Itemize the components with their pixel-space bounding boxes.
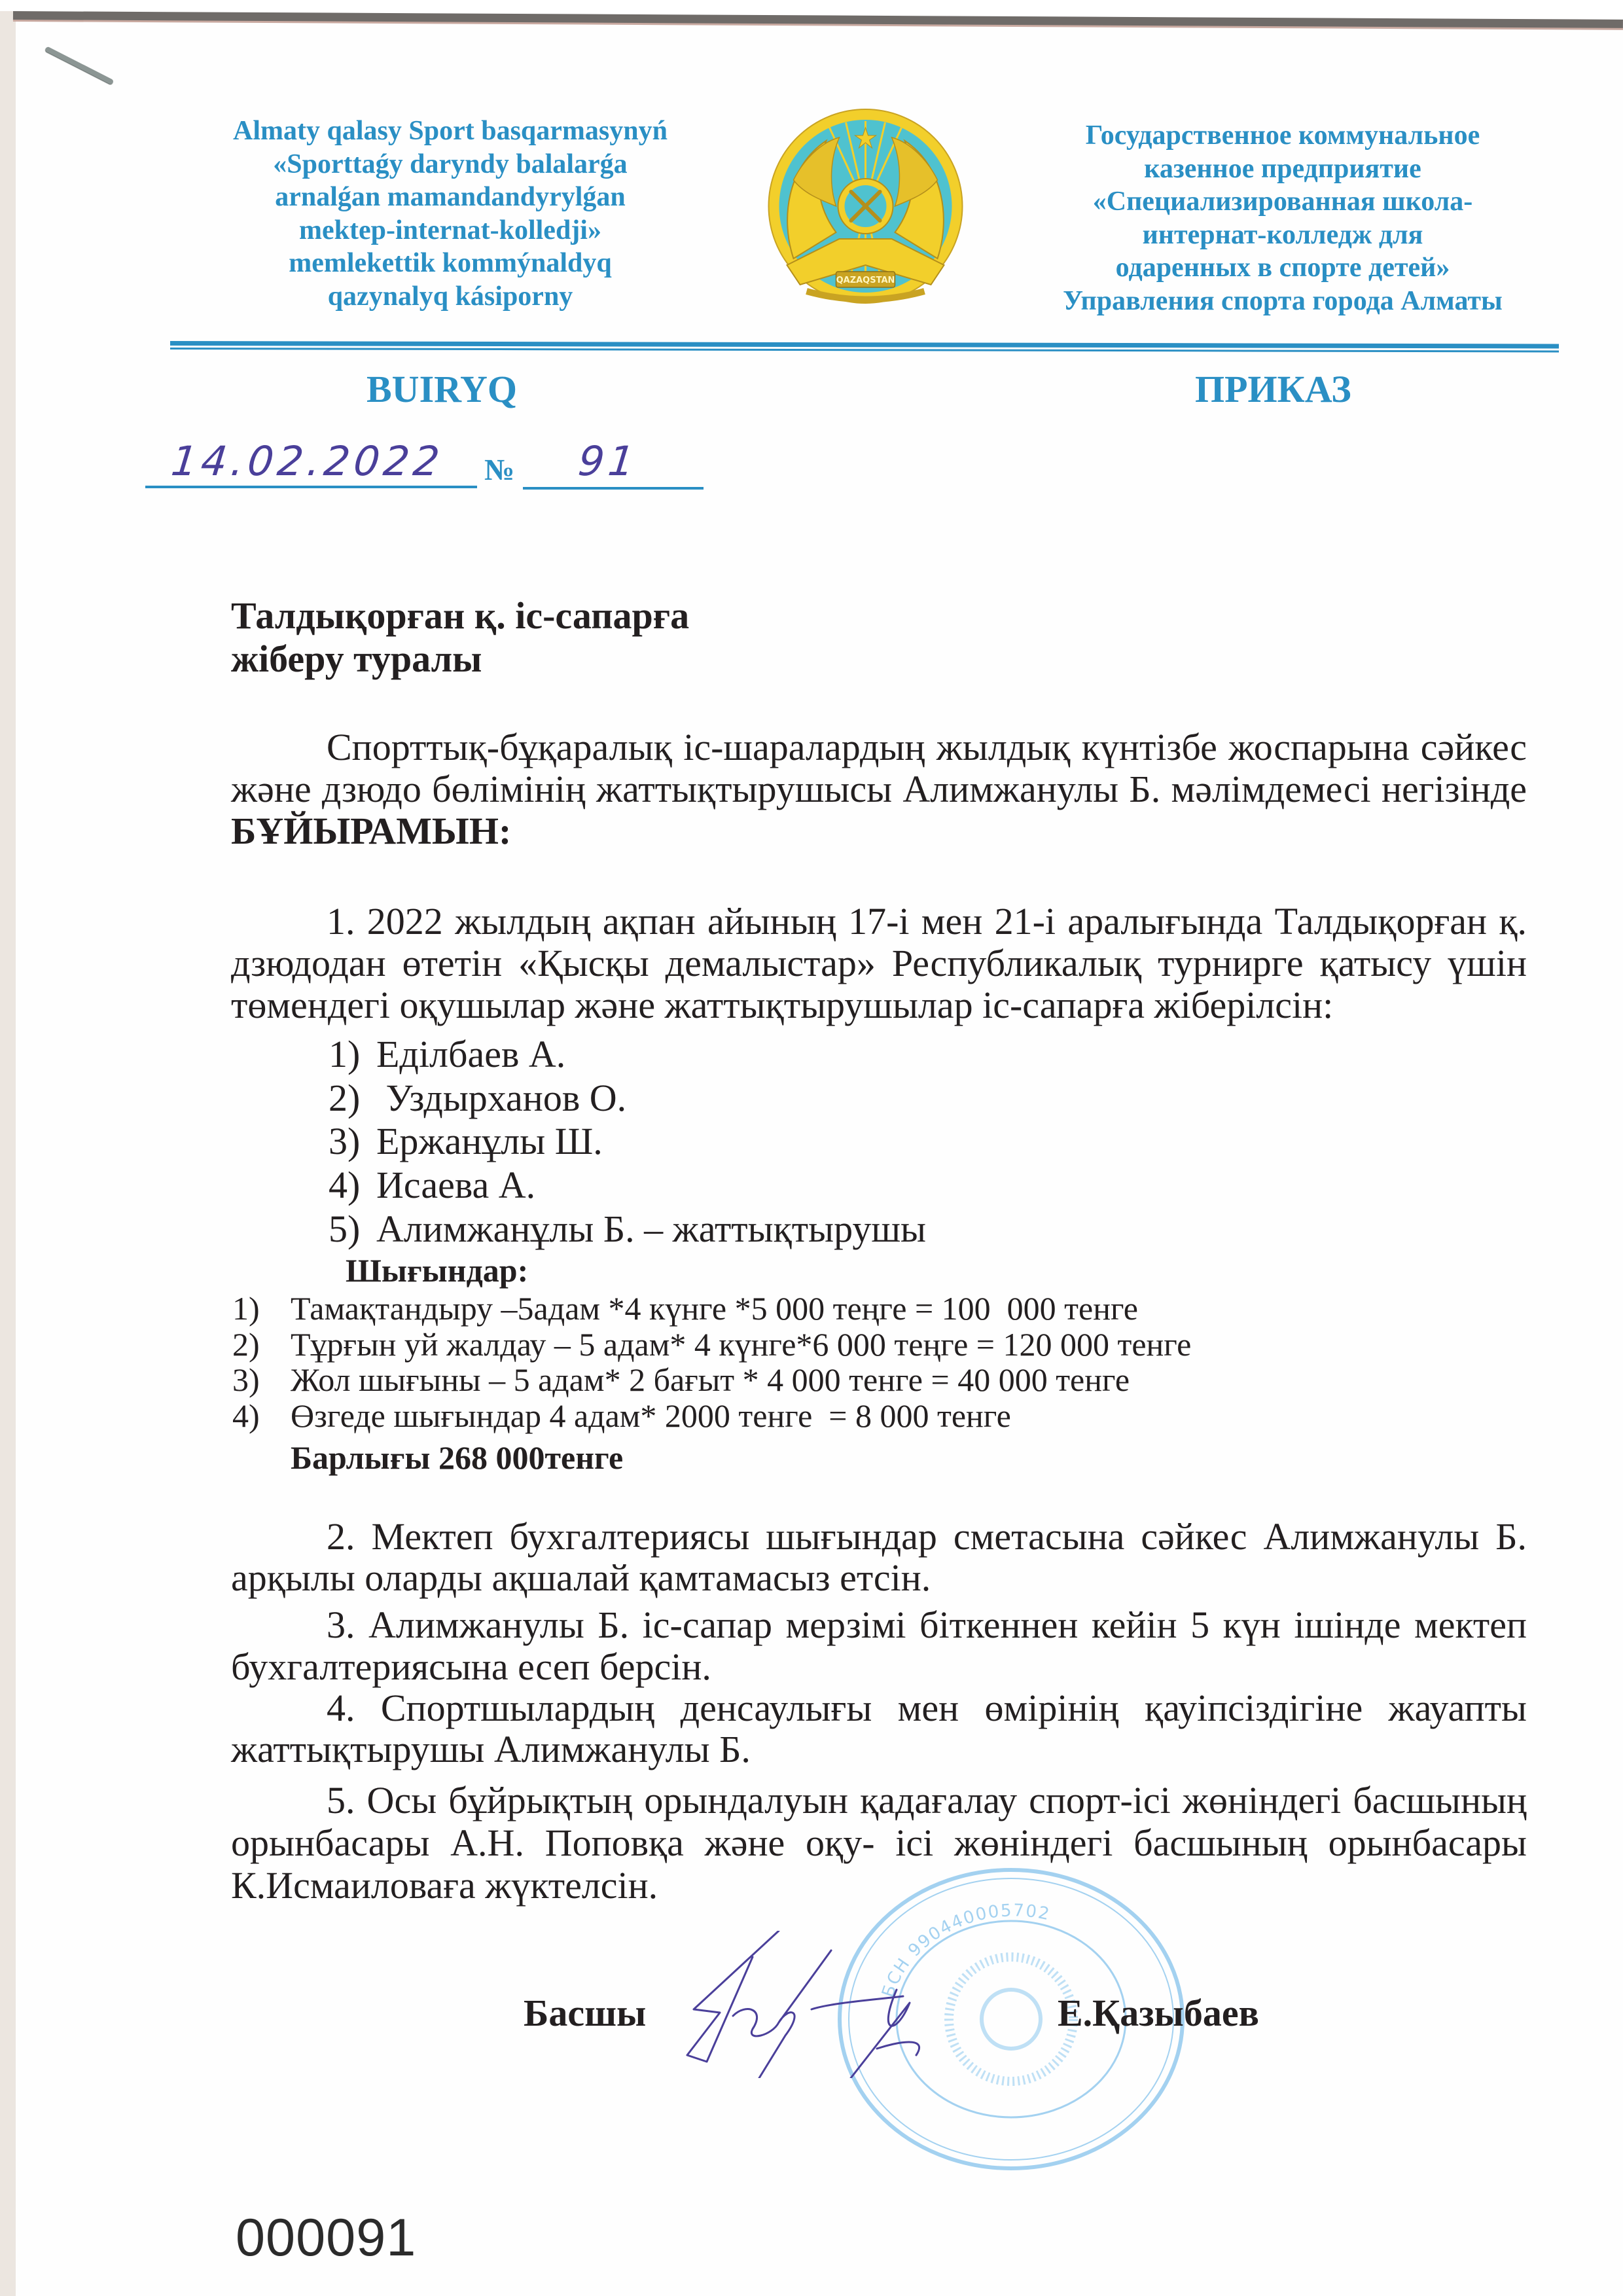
expense-row [232, 1327, 1191, 1363]
date-underline [145, 486, 477, 488]
header-ru-line: «Специализированная школа- [1092, 187, 1473, 217]
order-item-1: 1. 2022 жылдың ақпан айының 17-і мен 21-і аралығында Талдықорған қ. дзюдодан өтетін «Қысқы демалыстар» Республикалық турнирге қатысу үшін төмендегі оқушылар және жаттықтырушылар іс-сапарға жіберілсін: [231, 900, 1527, 1026]
order-item-3: 3. Алимжанулы Б. іс-сапар мерзімі біткеннен кейін 5 күн ішінде мектеп бухгалтериясына есеп берсін. [231, 1604, 1527, 1688]
signatory-name: Е.Қазыбаев [1058, 1992, 1259, 2034]
expense-text: Өзгеде шығындар 4 адам* 2000 тенге = 8 000 тенге [291, 1397, 1011, 1434]
participant-number: 2) [329, 1076, 361, 1119]
expenses-heading: Шығындар: [346, 1252, 529, 1289]
expense-number: 3) [232, 1361, 260, 1398]
header-kz-line: mektep-internat-kolledji» [299, 215, 601, 245]
header-ru-line: одаренных в спорте детей» [1115, 253, 1450, 283]
order-command: БҰЙЫРАМЫН: [231, 810, 512, 852]
header-org-name-ru [1021, 119, 1544, 317]
order-item-5: 5. Осы бұйрықтың орындалуын қадағалау спорт-ісі жөніндегі басшының орынбасары А.Н. Поповқа және оқу- ісі жөніндегі басшының орынбасары К.Исмаиловаға жүктелсін. [231, 1779, 1527, 1907]
expense-number: 2) [232, 1325, 260, 1363]
kazakhstan-state-emblem-icon [766, 108, 965, 311]
expense-row [232, 1291, 1191, 1327]
order-item-2: 2. Мектеп бухгалтериясы шығындар сметасына сәйкес Алимжанулы Б. арқылы оларды ақшалай қамтамасыз етсін. [231, 1515, 1527, 1599]
number-sign: № [484, 453, 515, 486]
order-subject [231, 594, 1527, 681]
participant-row [329, 1077, 926, 1121]
participant-number: 5) [329, 1207, 361, 1250]
subject-line: жіберу туралы [231, 637, 482, 680]
number-underline [523, 487, 704, 490]
participant-row [329, 1164, 926, 1208]
registration-number: 000091 [236, 2208, 417, 2267]
header-ru-line: интернат-колледж для [1142, 219, 1423, 250]
participant-row [329, 1120, 926, 1164]
order-title-kz: BUIRYQ [366, 368, 517, 410]
expenses-total: Барлығы 268 000тенге [291, 1439, 624, 1476]
expense-number: 1) [232, 1290, 260, 1327]
subject-line: Талдықорған қ. іс-сапарға [231, 594, 690, 637]
participant-name: Исаева А. [376, 1164, 536, 1207]
seal-bin-path: БСН 990440005702 [878, 1901, 1052, 2000]
expense-row [232, 1362, 1191, 1398]
expense-text: Тұрғын уй жалдау – 5 адам* 4 күнге*6 000 теңге = 120 000 тенге [291, 1325, 1192, 1363]
preamble-paragraph [231, 726, 1527, 852]
emblem-banner-text: QAZAQSTAN [836, 276, 895, 285]
participants-list [329, 1033, 926, 1251]
expense-row [232, 1398, 1191, 1434]
header-ru-line: казенное предприятие [1144, 153, 1421, 184]
participant-number: 4) [329, 1164, 361, 1207]
header-kz-line: qazynalyq kásiporny [327, 281, 573, 312]
header-org-name-kz [188, 115, 712, 313]
order-date-handwritten: 14.02.2022 [169, 437, 446, 485]
expense-text: Тамақтандыру –5адам *4 күнге *5 000 теңге = 100 000 тенге [291, 1290, 1138, 1327]
expense-text: Жол шығыны – 5 адам* 2 бағыт * 4 000 тенге = 40 000 тенге [291, 1361, 1130, 1398]
participant-name: Ержанұлы Ш. [376, 1120, 603, 1163]
signatory-position: Басшы [524, 1992, 647, 2034]
header-kz-line: Almaty qalasy Sport basqarmasynyń [233, 116, 668, 146]
header-kz-line: «Sporttaǵy daryndy balalarǵa [273, 149, 628, 179]
expense-number: 4) [232, 1397, 260, 1434]
order-item-4: 4. Спортшылардың денсаулығы мен өмірінің қауіпсіздігіне жауапты жаттықтырушы Алимжанулы Б. [231, 1687, 1527, 1770]
scan-edge-left [0, 11, 16, 2296]
header-ru-line: Государственное коммунальное [1085, 120, 1480, 151]
participant-number: 3) [329, 1120, 361, 1163]
preamble-text: Спорттық-бұқаралық іс-шаралардың жылдық күнтізбе жоспарына сәйкес және дзюдо бөлімінің жаттықтырушысы Алимжанулы Б. мәлімдемесі негізінде [231, 726, 1527, 810]
participant-row [329, 1033, 926, 1077]
header-ru-line: Управления спорта города Алматы [1063, 285, 1503, 316]
handwritten-signature [681, 1931, 969, 2078]
participant-name: Уздырханов О. [376, 1076, 627, 1119]
participant-name: Алимжанұлы Б. – жаттықтырушы [376, 1207, 926, 1250]
order-number-handwritten: 91 [576, 437, 641, 485]
expenses-list [232, 1291, 1191, 1433]
order-title-ru: ПРИКАЗ [1195, 368, 1351, 410]
participant-name: Еділбаев А. [376, 1033, 566, 1075]
participant-row [329, 1208, 926, 1251]
participant-number: 1) [329, 1033, 361, 1075]
header-kz-line: memlekettik kommýnaldyq [289, 248, 612, 278]
header-kz-line: arnalǵan mamandandyrylǵan [275, 182, 626, 212]
